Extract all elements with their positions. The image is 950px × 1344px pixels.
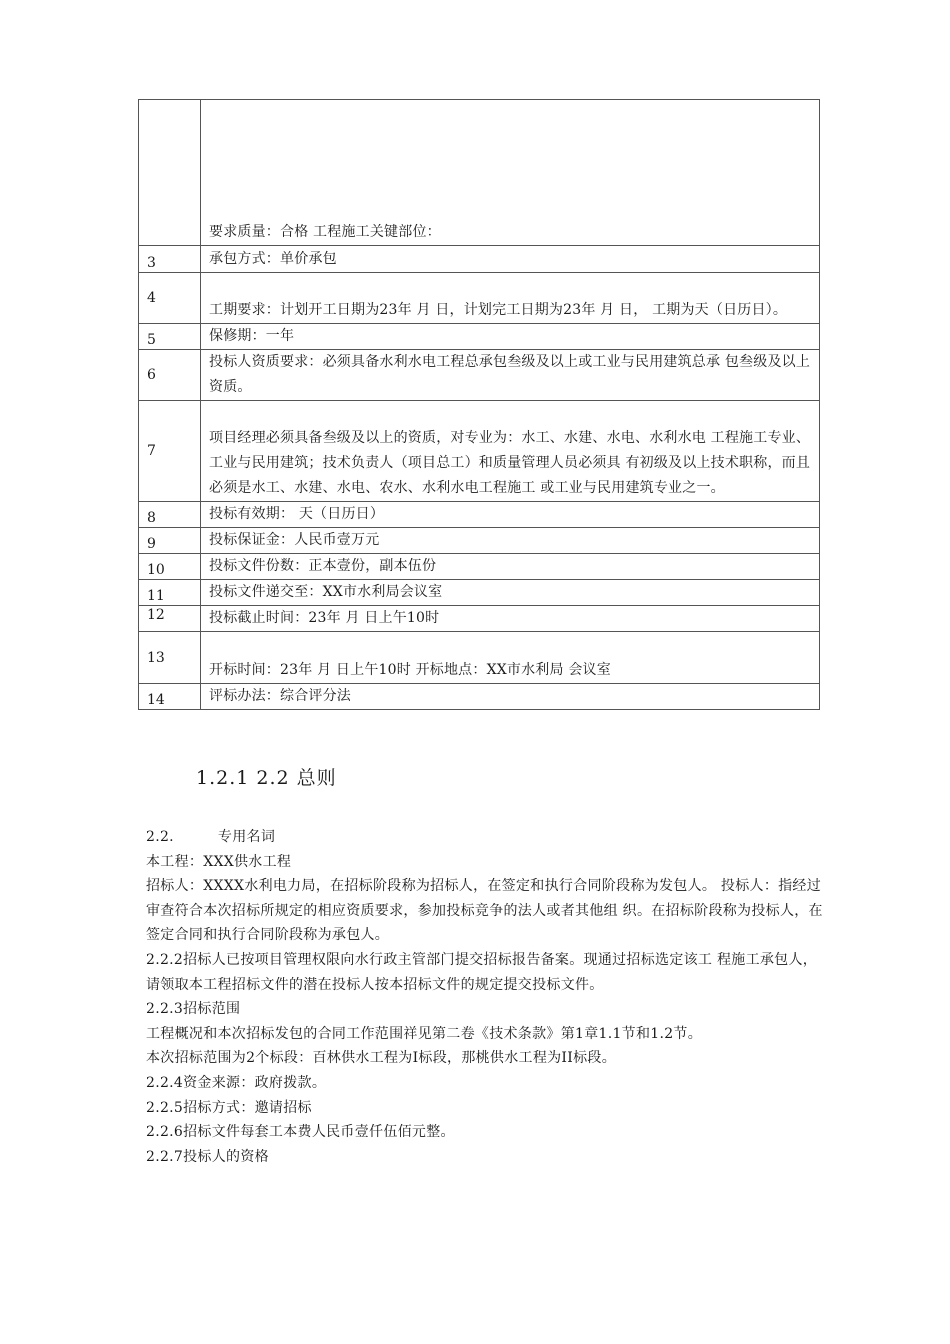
table-row	[139, 246, 820, 273]
section-heading: 1.2.1 2.2 总则	[196, 767, 337, 789]
row-text: 评标办法：综合评分法	[201, 684, 820, 710]
row-number: 12	[139, 606, 201, 632]
row-number: 10	[139, 554, 201, 580]
table-row	[139, 580, 820, 606]
subsection-title	[146, 825, 826, 850]
row-number: 11	[139, 580, 201, 606]
paragraph: 2.2.6招标文件每套工本费人民币壹仟伍佰元整。	[146, 1124, 455, 1141]
row-text: 投标文件份数：正本壹份，副本伍份	[201, 554, 820, 580]
row-text: 开标时间：23年 月 日上午10时 开标地点：XX市水利局 会议室	[201, 632, 820, 684]
row-number: 7	[139, 401, 201, 502]
paragraph: 工程概况和本次招标发包的合同工作范围祥见第二卷《技术条款》第1章1.1节和1.2节。	[146, 1025, 703, 1042]
row-number: 5	[139, 324, 201, 350]
section-body	[146, 825, 826, 1169]
row-text: 要求质量：合格 工程施工关键部位：	[201, 100, 820, 246]
table-row	[139, 554, 820, 580]
table-row	[139, 324, 820, 350]
row-text: 投标截止时间：23年 月 日上午10时	[201, 606, 820, 632]
paragraph: 招标人：XXXX水利电力局，在招标阶段称为招标人，在签定和执行合同阶段称为发包人。 投标人：指经过审查符合本次招标所规定的相应资质要求，参加投标竞争的法人或者其他组 织。在招标阶段称为投标人，在签定合同和执行合同阶段称为承包人。	[146, 878, 823, 944]
row-text: 承包方式：单价承包	[201, 246, 820, 273]
row-number: 9	[139, 528, 201, 554]
table-row	[139, 273, 820, 324]
row-text: 保修期：一年	[201, 324, 820, 350]
row-number: 13	[139, 632, 201, 684]
paragraph: 2.2.2招标人已按项目管理权限向水行政主管部门提交招标报告备案。现通过招标选定该工 程施工承包人，请领取本工程招标文件的潜在投标人按本招标文件的规定提交投标文件。	[146, 951, 818, 993]
subsection-number: 2.2.	[146, 829, 174, 845]
paragraph: 2.2.5招标方式：邀请招标	[146, 1099, 312, 1116]
row-number: 6	[139, 350, 201, 401]
table-row	[139, 528, 820, 554]
table-row	[139, 401, 820, 502]
table-row	[139, 350, 820, 401]
row-text: 投标人资质要求：必须具备水利水电工程总承包叁级及以上或工业与民用建筑总承 包叁级及以上资质。	[201, 350, 820, 401]
row-text: 投标保证金：人民币壹万元	[201, 528, 820, 554]
paragraph: 本次招标范围为2个标段：百林供水工程为I标段，那桃供水工程为II标段。	[146, 1050, 616, 1067]
row-number: 4	[139, 273, 201, 324]
paragraph: 2.2.4资金来源：政府拨款。	[146, 1074, 327, 1091]
table-row	[139, 632, 820, 684]
subsection-name: 专用名词	[217, 829, 276, 845]
row-text: 工期要求：计划开工日期为23年 月 日，计划完工日期为23年 月 日， 工期为天（日历日）。	[201, 273, 820, 324]
bid-info-table	[138, 99, 820, 710]
row-number	[139, 100, 201, 246]
table-row	[139, 100, 820, 246]
paragraph: 2.2.7投标人的资格	[146, 1148, 269, 1165]
paragraph: 本工程：XXX供水工程	[146, 853, 292, 870]
row-number: 3	[139, 246, 201, 273]
row-text: 项目经理必须具备叁级及以上的资质，对专业为：水工、水建、水电、水利水电 工程施工专业、工业与民用建筑；技术负责人（项目总工）和质量管理人员必须具 有初级及以上技术职称，而且必须是水工、水建、水电、农水、水利水电工程施工 或工业与民用建筑专业之一。	[201, 401, 820, 502]
row-number: 14	[139, 684, 201, 710]
row-text: 投标文件递交至：XX市水利局会议室	[201, 580, 820, 606]
row-text: 投标有效期： 天（日历日）	[201, 502, 820, 528]
table-row	[139, 606, 820, 632]
row-number: 8	[139, 502, 201, 528]
paragraph: 2.2.3招标范围	[146, 1001, 241, 1018]
table-row	[139, 502, 820, 528]
table-row	[139, 684, 820, 710]
